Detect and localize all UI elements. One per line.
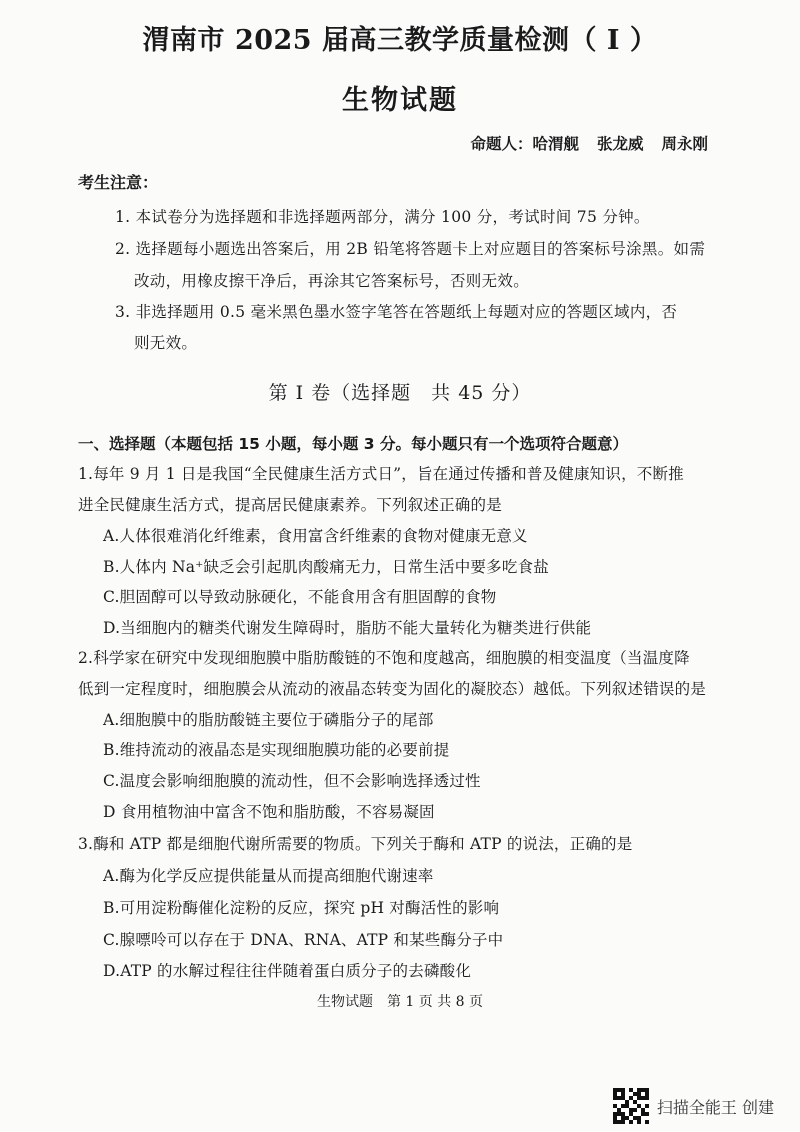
notice-item-continued: 则无效。 (134, 334, 198, 352)
option-b: B.人体内 Na⁺缺乏会引起肌肉酸痛无力，日常生活中要多吃食盐 (103, 558, 549, 576)
exam-subject: 生物试题 (342, 85, 458, 116)
watermark-text: 扫描全能王 创建 (656, 1097, 774, 1117)
option-c: C.胆固醇可以导致动脉硬化，不能食用含有胆固醇的食物 (103, 588, 497, 606)
option-c: C.腺嘌呤可以存在于 DNA、RNA、ATP 和某些酶分子中 (103, 931, 504, 949)
notice-heading: 考生注意： (78, 173, 159, 192)
part-heading: 一、选择题（本题包括 15 小题，每小题 3 分。每小题只有一个选项符合题意） (78, 435, 628, 453)
authors-line (470, 132, 708, 154)
question-stem: 低到一定程度时，细胞膜会从流动的液晶态转变为固化的凝胶态）越低。下列叙述错误的是 (78, 680, 707, 698)
option-b: B.维持流动的液晶态是实现细胞膜功能的必要前提 (103, 741, 450, 759)
option-b: B.可用淀粉酶催化淀粉的反应，探究 pH 对酶活性的影响 (103, 899, 500, 917)
scanner-watermark (613, 1088, 774, 1124)
notice-item: 3. 非选择题用 0.5 毫米黑色墨水签字笔答在答题纸上每题对应的答题区域内，否 (115, 303, 678, 321)
author-name: 张龙威 (596, 135, 644, 153)
question-stem: 1.每年 9 月 1 日是我国“全民健康生活方式日”，旨在通过传播和普及健康知识，不断推 (78, 465, 684, 483)
qr-code-icon (613, 1088, 649, 1124)
notice-item-continued: 改动，用橡皮擦干净后，再涂其它答案标号，否则无效。 (134, 272, 530, 290)
question-stem: 进全民健康生活方式，提高居民健康素养。下列叙述正确的是 (78, 496, 502, 514)
question-stem: 2.科学家在研究中发现细胞膜中脂肪酸链的不饱和度越高，细胞膜的相变温度（当温度降 (78, 649, 690, 667)
option-a: A.细胞膜中的脂肪酸链主要位于磷脂分子的尾部 (103, 711, 434, 729)
option-a: A.人体很难消化纤维素，食用富含纤维素的食物对健康无意义 (103, 527, 528, 545)
question-stem: 3.酶和 ATP 都是细胞代谢所需要的物质。下列关于酶和 ATP 的说法，正确的是 (78, 835, 633, 853)
exam-title: 渭南市 2025 届高三教学质量检测（ I ） (142, 25, 658, 56)
option-d: D.当细胞内的糖类代谢发生障碍时，脂肪不能大量转化为糖类进行供能 (103, 619, 592, 637)
option-a: A.酶为化学反应提供能量从而提高细胞代谢速率 (103, 867, 434, 885)
section-title: 第 I 卷（选择题 共 45 分） (268, 382, 532, 404)
author-name: 周永刚 (661, 135, 708, 153)
authors-label: 命题人：哈渭舰 (470, 135, 579, 153)
option-d: D.ATP 的水解过程往往伴随着蛋白质分子的去磷酸化 (103, 962, 472, 980)
option-d: D 食用植物油中富含不饱和脂肪酸，不容易凝固 (103, 803, 435, 821)
notice-item: 1. 本试卷分为选择题和非选择题两部分，满分 100 分，考试时间 75 分钟。 (115, 208, 650, 226)
option-c: C.温度会影响细胞膜的流动性，但不会影响选择透过性 (103, 772, 481, 790)
page-footer: 生物试题 第 1 页 共 8 页 (316, 994, 484, 1010)
notice-item: 2. 选择题每小题选出答案后，用 2B 铅笔将答题卡上对应题目的答案标号涂黑。如需 (115, 240, 706, 258)
